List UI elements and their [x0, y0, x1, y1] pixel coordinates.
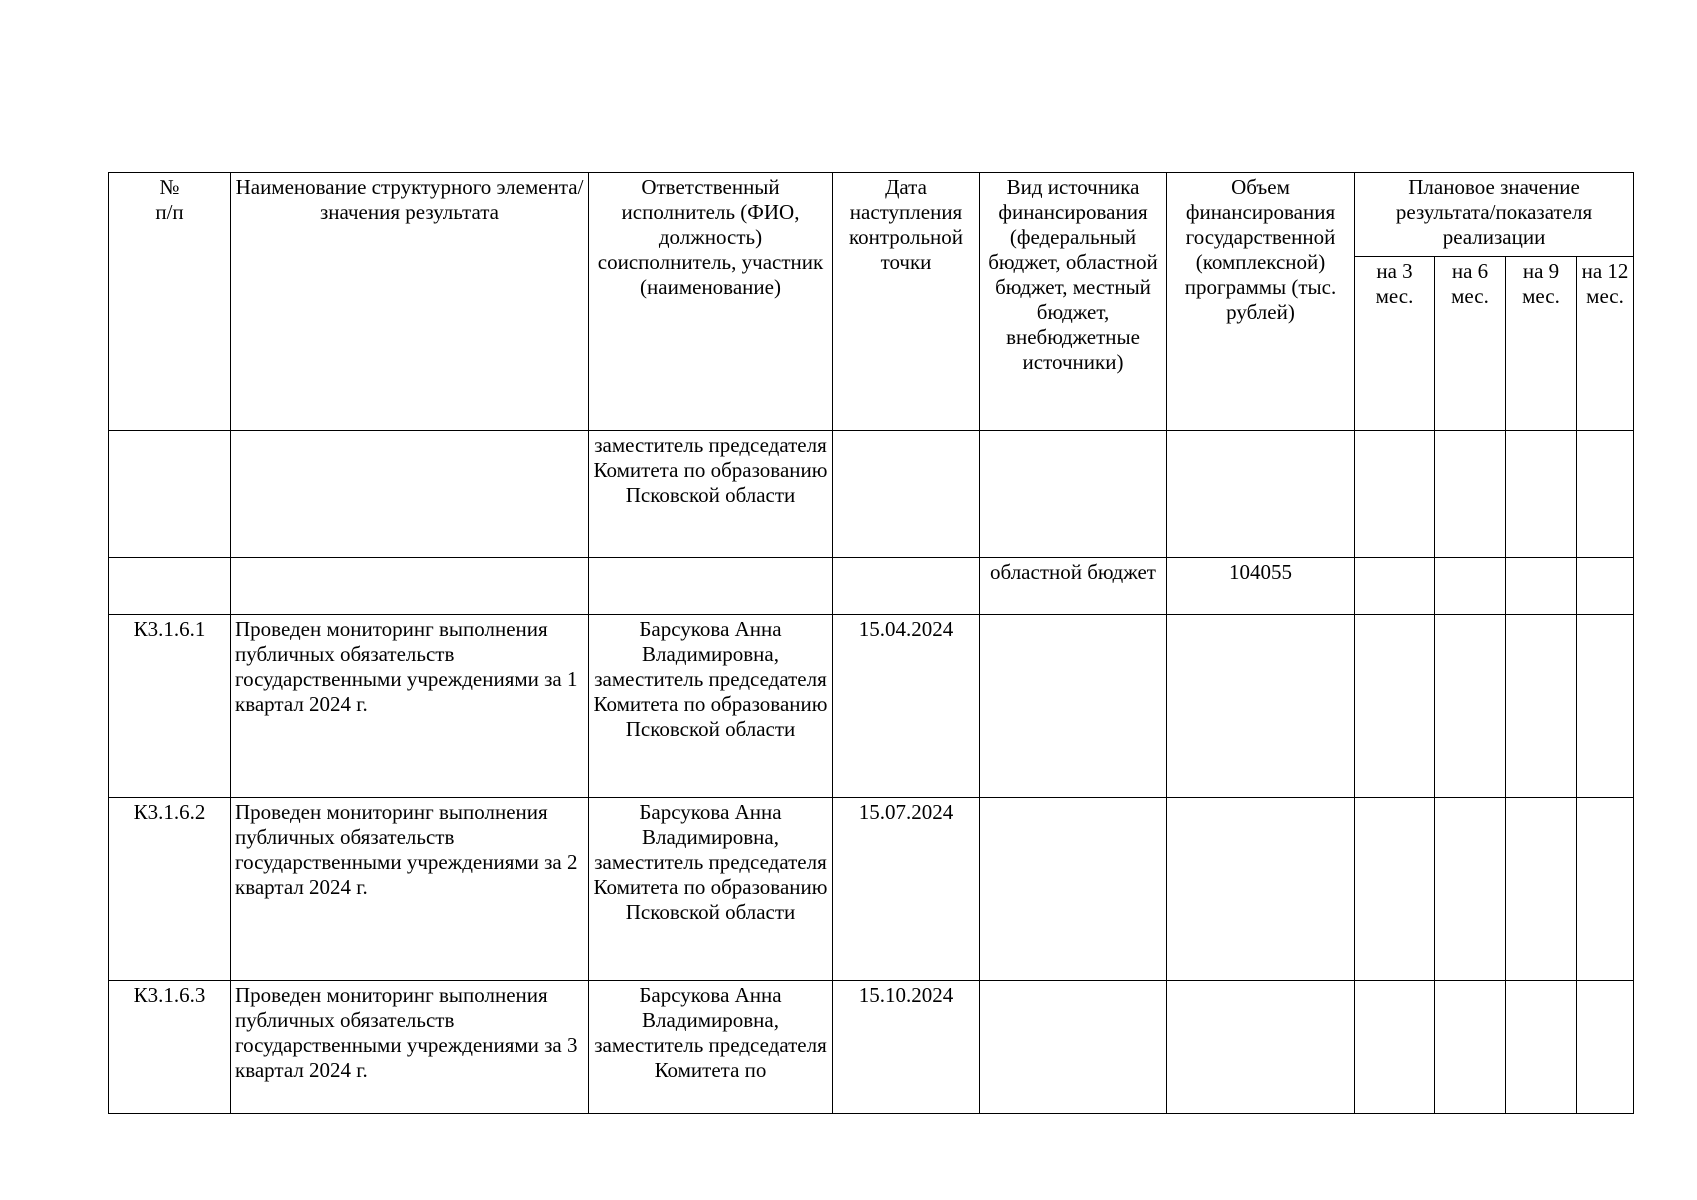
- cell-num: [109, 558, 231, 615]
- cell-volume: [1167, 615, 1355, 798]
- header-plan-6m: на 6 мес.: [1435, 257, 1506, 431]
- cell-plan-9m: [1506, 431, 1577, 558]
- header-plan-9m: на 9 мес.: [1506, 257, 1577, 431]
- cell-responsible: Барсукова Анна Владимировна, заместитель председателя Комитета по образованию Псковской области: [589, 615, 833, 798]
- cell-plan-3m: [1355, 981, 1435, 1114]
- cell-plan-9m: [1506, 615, 1577, 798]
- cell-num: К3.1.6.2: [109, 798, 231, 981]
- cell-plan-6m: [1435, 981, 1506, 1114]
- header-plan-12m: на 12 мес.: [1577, 257, 1634, 431]
- cell-num: К3.1.6.3: [109, 981, 231, 1114]
- cell-plan-6m: [1435, 558, 1506, 615]
- cell-source: областной бюджет: [980, 558, 1167, 615]
- cell-name: [231, 558, 589, 615]
- cell-plan-3m: [1355, 615, 1435, 798]
- header-num: № п/п: [109, 173, 231, 431]
- cell-name: Проведен мониторинг выполнения публичных обязательств государственными учреждениями за 2 квартал 2024 г.: [231, 798, 589, 981]
- cell-plan-3m: [1355, 798, 1435, 981]
- cell-date: [833, 558, 980, 615]
- cell-name: Проведен мониторинг выполнения публичных обязательств государственными учреждениями за 1 квартал 2024 г.: [231, 615, 589, 798]
- cell-volume: [1167, 798, 1355, 981]
- header-responsible: Ответственный исполнитель (ФИО, должность) соисполнитель, участник (наименование): [589, 173, 833, 431]
- cell-responsible: заместитель председателя Комитета по образованию Псковской области: [589, 431, 833, 558]
- cell-responsible: [589, 558, 833, 615]
- plan-table: [108, 172, 1634, 1114]
- cell-plan-12m: [1577, 981, 1634, 1114]
- table-row: [109, 798, 1634, 981]
- cell-plan-9m: [1506, 981, 1577, 1114]
- table-row: [109, 615, 1634, 798]
- cell-date: 15.07.2024: [833, 798, 980, 981]
- table-row: [109, 981, 1634, 1114]
- cell-volume: [1167, 431, 1355, 558]
- cell-responsible: Барсукова Анна Владимировна, заместитель председателя Комитета по: [589, 981, 833, 1114]
- cell-num: К3.1.6.1: [109, 615, 231, 798]
- cell-plan-9m: [1506, 798, 1577, 981]
- cell-date: [833, 431, 980, 558]
- header-row-1: [109, 173, 1634, 257]
- cell-plan-12m: [1577, 558, 1634, 615]
- cell-plan-12m: [1577, 431, 1634, 558]
- cell-num: [109, 431, 231, 558]
- cell-name: [231, 431, 589, 558]
- table-row: [109, 431, 1634, 558]
- cell-plan-12m: [1577, 615, 1634, 798]
- cell-plan-6m: [1435, 798, 1506, 981]
- header-date: Дата наступления контрольной точки: [833, 173, 980, 431]
- cell-volume: [1167, 981, 1355, 1114]
- cell-plan-3m: [1355, 431, 1435, 558]
- cell-plan-12m: [1577, 798, 1634, 981]
- header-source: Вид источника финансирования (федеральный бюджет, областной бюджет, местный бюджет, внебюджетные источники): [980, 173, 1167, 431]
- header-name: Наименование структурного элемента/ значения результата: [231, 173, 589, 431]
- cell-date: 15.04.2024: [833, 615, 980, 798]
- cell-plan-9m: [1506, 558, 1577, 615]
- cell-source: [980, 615, 1167, 798]
- cell-source: [980, 981, 1167, 1114]
- cell-source: [980, 798, 1167, 981]
- header-plan-3m: на 3 мес.: [1355, 257, 1435, 431]
- table-row: [109, 558, 1634, 615]
- cell-plan-6m: [1435, 431, 1506, 558]
- cell-plan-6m: [1435, 615, 1506, 798]
- cell-plan-3m: [1355, 558, 1435, 615]
- cell-responsible: Барсукова Анна Владимировна, заместитель председателя Комитета по образованию Псковской области: [589, 798, 833, 981]
- header-volume: Объем финансирования государственной (комплексной) программы (тыс. рублей): [1167, 173, 1355, 431]
- cell-date: 15.10.2024: [833, 981, 980, 1114]
- cell-name: Проведен мониторинг выполнения публичных обязательств государственными учреждениями за 3 квартал 2024 г.: [231, 981, 589, 1114]
- header-plan: Плановое значение результата/показателя реализации: [1355, 173, 1634, 257]
- cell-source: [980, 431, 1167, 558]
- cell-volume: 104055: [1167, 558, 1355, 615]
